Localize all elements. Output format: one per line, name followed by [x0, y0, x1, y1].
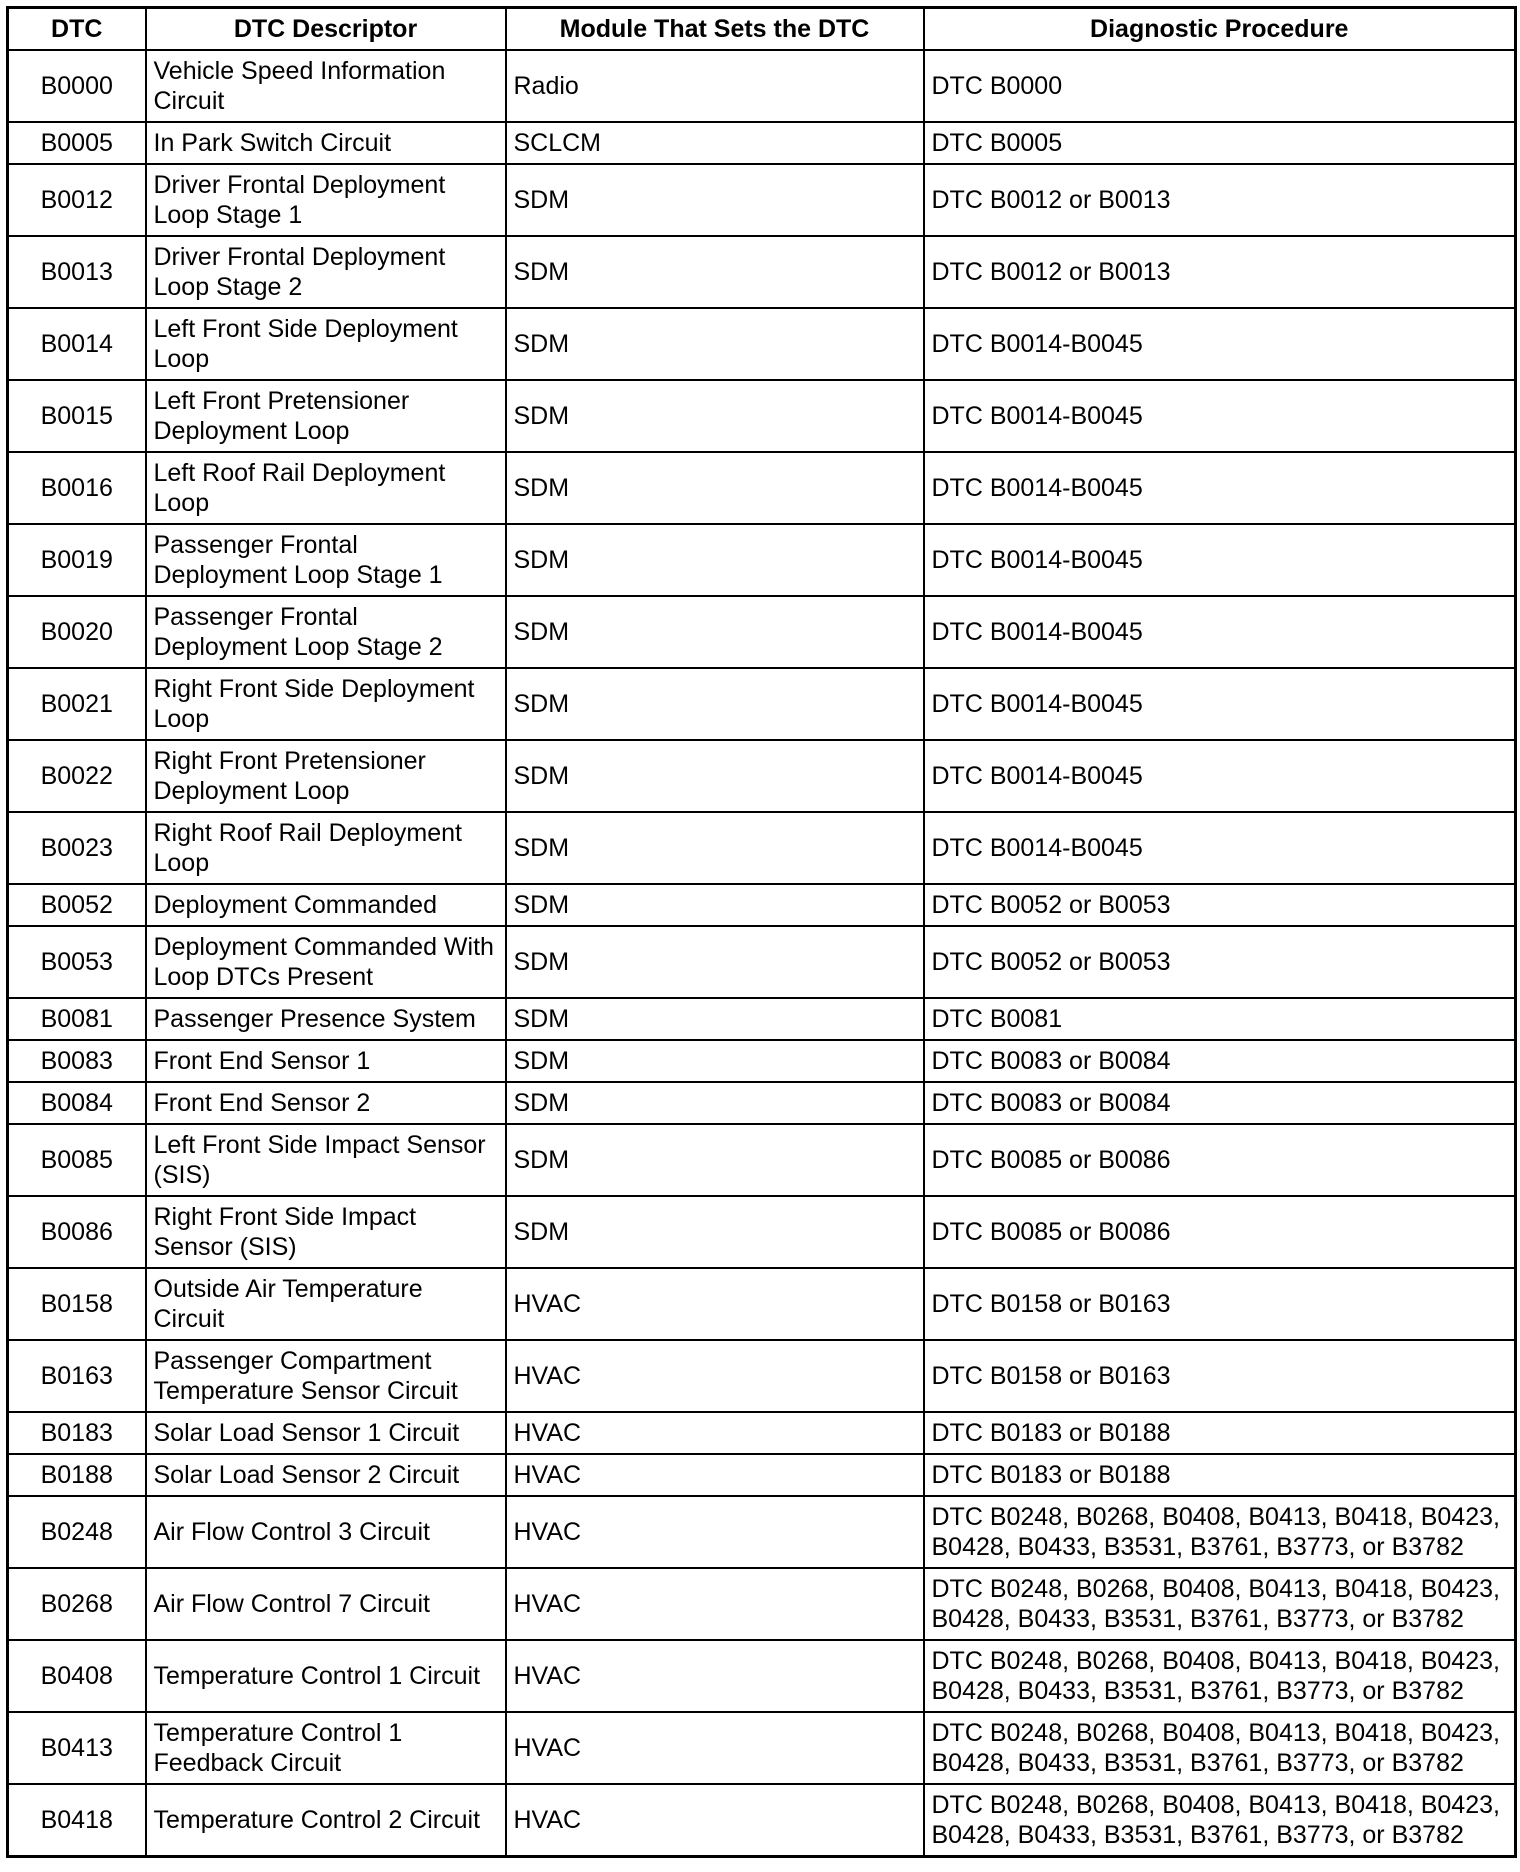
diagnostic-procedure: DTC B0248, B0268, B0408, B0413, B0418, B0423, B0428, B0433, B3531, B3761, B3773, or B3782 — [924, 1712, 1516, 1784]
setting-module: SDM — [506, 884, 924, 926]
setting-module: HVAC — [506, 1268, 924, 1340]
setting-module: HVAC — [506, 1340, 924, 1412]
setting-module: HVAC — [506, 1640, 924, 1712]
dtc-descriptor: Right Front Side Impact Sensor (SIS) — [146, 1196, 506, 1268]
dtc-descriptor: Outside Air Temperature Circuit — [146, 1268, 506, 1340]
setting-module: SDM — [506, 236, 924, 308]
table-row — [8, 1124, 1516, 1196]
dtc-descriptor: Vehicle Speed Information Circuit — [146, 50, 506, 122]
dtc-code: B0021 — [8, 668, 146, 740]
dtc-table-sheet — [6, 6, 1517, 1858]
diagnostic-procedure: DTC B0248, B0268, B0408, B0413, B0418, B0423, B0428, B0433, B3531, B3761, B3773, or B3782 — [924, 1496, 1516, 1568]
setting-module: SDM — [506, 1124, 924, 1196]
dtc-code: B0085 — [8, 1124, 146, 1196]
diagnostic-procedure: DTC B0183 or B0188 — [924, 1454, 1516, 1496]
dtc-code: B0418 — [8, 1784, 146, 1857]
dtc-descriptor: Solar Load Sensor 1 Circuit — [146, 1412, 506, 1454]
dtc-descriptor: Deployment Commanded With Loop DTCs Present — [146, 926, 506, 998]
dtc-descriptor: Passenger Presence System — [146, 998, 506, 1040]
dtc-descriptor: Passenger Compartment Temperature Sensor Circuit — [146, 1340, 506, 1412]
dtc-descriptor: Solar Load Sensor 2 Circuit — [146, 1454, 506, 1496]
dtc-code: B0081 — [8, 998, 146, 1040]
setting-module: HVAC — [506, 1412, 924, 1454]
table-row — [8, 524, 1516, 596]
table-row — [8, 164, 1516, 236]
setting-module: SDM — [506, 812, 924, 884]
diagnostic-procedure: DTC B0248, B0268, B0408, B0413, B0418, B0423, B0428, B0433, B3531, B3761, B3773, or B3782 — [924, 1640, 1516, 1712]
table-row — [8, 596, 1516, 668]
diagnostic-procedure: DTC B0014-B0045 — [924, 740, 1516, 812]
table-row — [8, 308, 1516, 380]
table-row — [8, 1040, 1516, 1082]
dtc-code: B0408 — [8, 1640, 146, 1712]
diagnostic-procedure: DTC B0014-B0045 — [924, 668, 1516, 740]
setting-module: Radio — [506, 50, 924, 122]
table-row — [8, 1454, 1516, 1496]
dtc-code: B0012 — [8, 164, 146, 236]
diagnostic-procedure: DTC B0083 or B0084 — [924, 1082, 1516, 1124]
dtc-code: B0016 — [8, 452, 146, 524]
setting-module: SDM — [506, 452, 924, 524]
dtc-descriptor: Right Roof Rail Deployment Loop — [146, 812, 506, 884]
diagnostic-procedure: DTC B0012 or B0013 — [924, 236, 1516, 308]
dtc-code: B0413 — [8, 1712, 146, 1784]
dtc-descriptor: Driver Frontal Deployment Loop Stage 1 — [146, 164, 506, 236]
dtc-code: B0000 — [8, 50, 146, 122]
table-row — [8, 1340, 1516, 1412]
dtc-descriptor: Left Roof Rail Deployment Loop — [146, 452, 506, 524]
setting-module: SDM — [506, 1196, 924, 1268]
dtc-code: B0053 — [8, 926, 146, 998]
dtc-code: B0014 — [8, 308, 146, 380]
setting-module: HVAC — [506, 1454, 924, 1496]
table-row — [8, 1082, 1516, 1124]
table-row — [8, 884, 1516, 926]
diagnostic-procedure: DTC B0183 or B0188 — [924, 1412, 1516, 1454]
diagnostic-procedure: DTC B0085 or B0086 — [924, 1196, 1516, 1268]
setting-module: SCLCM — [506, 122, 924, 164]
dtc-code: B0158 — [8, 1268, 146, 1340]
dtc-code: B0083 — [8, 1040, 146, 1082]
diagnostic-procedure: DTC B0083 or B0084 — [924, 1040, 1516, 1082]
dtc-descriptor: Left Front Side Impact Sensor (SIS) — [146, 1124, 506, 1196]
dtc-code: B0023 — [8, 812, 146, 884]
dtc-descriptor: Driver Frontal Deployment Loop Stage 2 — [146, 236, 506, 308]
table-header — [8, 8, 1516, 51]
diagnostic-procedure: DTC B0014-B0045 — [924, 812, 1516, 884]
table-row — [8, 236, 1516, 308]
table-row — [8, 1640, 1516, 1712]
setting-module: HVAC — [506, 1712, 924, 1784]
setting-module: SDM — [506, 596, 924, 668]
diagnostic-procedure: DTC B0014-B0045 — [924, 596, 1516, 668]
setting-module: SDM — [506, 998, 924, 1040]
diagnostic-procedure: DTC B0014-B0045 — [924, 452, 1516, 524]
setting-module: SDM — [506, 1040, 924, 1082]
dtc-descriptor: Air Flow Control 3 Circuit — [146, 1496, 506, 1568]
setting-module: SDM — [506, 1082, 924, 1124]
dtc-descriptor: Passenger Frontal Deployment Loop Stage 1 — [146, 524, 506, 596]
dtc-code: B0019 — [8, 524, 146, 596]
diagnostic-procedure: DTC B0012 or B0013 — [924, 164, 1516, 236]
header-procedure: Diagnostic Procedure — [924, 8, 1516, 51]
dtc-code: B0188 — [8, 1454, 146, 1496]
diagnostic-procedure: DTC B0052 or B0053 — [924, 884, 1516, 926]
setting-module: SDM — [506, 380, 924, 452]
dtc-code: B0163 — [8, 1340, 146, 1412]
diagnostic-procedure: DTC B0052 or B0053 — [924, 926, 1516, 998]
dtc-descriptor: Temperature Control 1 Circuit — [146, 1640, 506, 1712]
table-row — [8, 1712, 1516, 1784]
dtc-descriptor: Right Front Pretensioner Deployment Loop — [146, 740, 506, 812]
table-row — [8, 812, 1516, 884]
setting-module: SDM — [506, 926, 924, 998]
table-row — [8, 452, 1516, 524]
table-row — [8, 1268, 1516, 1340]
dtc-code: B0052 — [8, 884, 146, 926]
setting-module: SDM — [506, 740, 924, 812]
table-row — [8, 668, 1516, 740]
table-row — [8, 740, 1516, 812]
table-row — [8, 1568, 1516, 1640]
setting-module: HVAC — [506, 1568, 924, 1640]
dtc-code: B0183 — [8, 1412, 146, 1454]
table-row — [8, 122, 1516, 164]
diagnostic-procedure: DTC B0085 or B0086 — [924, 1124, 1516, 1196]
setting-module: SDM — [506, 668, 924, 740]
diagnostic-procedure: DTC B0014-B0045 — [924, 308, 1516, 380]
diagnostic-procedure: DTC B0248, B0268, B0408, B0413, B0418, B0423, B0428, B0433, B3531, B3761, B3773, or B3782 — [924, 1784, 1516, 1857]
dtc-code: B0022 — [8, 740, 146, 812]
dtc-code: B0015 — [8, 380, 146, 452]
table-row — [8, 1412, 1516, 1454]
dtc-descriptor: Left Front Pretensioner Deployment Loop — [146, 380, 506, 452]
table-row — [8, 380, 1516, 452]
dtc-descriptor: Passenger Frontal Deployment Loop Stage 2 — [146, 596, 506, 668]
dtc-code: B0084 — [8, 1082, 146, 1124]
table-row — [8, 1196, 1516, 1268]
setting-module: SDM — [506, 524, 924, 596]
dtc-code: B0248 — [8, 1496, 146, 1568]
dtc-code: B0020 — [8, 596, 146, 668]
dtc-descriptor: In Park Switch Circuit — [146, 122, 506, 164]
dtc-descriptor: Front End Sensor 1 — [146, 1040, 506, 1082]
dtc-code: B0268 — [8, 1568, 146, 1640]
setting-module: HVAC — [506, 1784, 924, 1857]
header-descriptor: DTC Descriptor — [146, 8, 506, 51]
table-row — [8, 926, 1516, 998]
dtc-code: B0013 — [8, 236, 146, 308]
setting-module: SDM — [506, 164, 924, 236]
setting-module: HVAC — [506, 1496, 924, 1568]
diagnostic-procedure: DTC B0248, B0268, B0408, B0413, B0418, B0423, B0428, B0433, B3531, B3761, B3773, or B3782 — [924, 1568, 1516, 1640]
dtc-code: B0005 — [8, 122, 146, 164]
diagnostic-procedure: DTC B0014-B0045 — [924, 524, 1516, 596]
dtc-descriptor: Right Front Side Deployment Loop — [146, 668, 506, 740]
table-row — [8, 50, 1516, 122]
dtc-table — [6, 6, 1517, 1858]
diagnostic-procedure: DTC B0081 — [924, 998, 1516, 1040]
dtc-descriptor: Temperature Control 2 Circuit — [146, 1784, 506, 1857]
dtc-descriptor: Temperature Control 1 Feedback Circuit — [146, 1712, 506, 1784]
diagnostic-procedure: DTC B0000 — [924, 50, 1516, 122]
table-row — [8, 1784, 1516, 1857]
table-body — [8, 50, 1516, 1857]
dtc-descriptor: Deployment Commanded — [146, 884, 506, 926]
header-dtc: DTC — [8, 8, 146, 51]
header-module: Module That Sets the DTC — [506, 8, 924, 51]
dtc-descriptor: Front End Sensor 2 — [146, 1082, 506, 1124]
diagnostic-procedure: DTC B0158 or B0163 — [924, 1340, 1516, 1412]
table-row — [8, 998, 1516, 1040]
diagnostic-procedure: DTC B0005 — [924, 122, 1516, 164]
dtc-descriptor: Left Front Side Deployment Loop — [146, 308, 506, 380]
setting-module: SDM — [506, 308, 924, 380]
diagnostic-procedure: DTC B0158 or B0163 — [924, 1268, 1516, 1340]
diagnostic-procedure: DTC B0014-B0045 — [924, 380, 1516, 452]
table-row — [8, 1496, 1516, 1568]
dtc-code: B0086 — [8, 1196, 146, 1268]
dtc-descriptor: Air Flow Control 7 Circuit — [146, 1568, 506, 1640]
